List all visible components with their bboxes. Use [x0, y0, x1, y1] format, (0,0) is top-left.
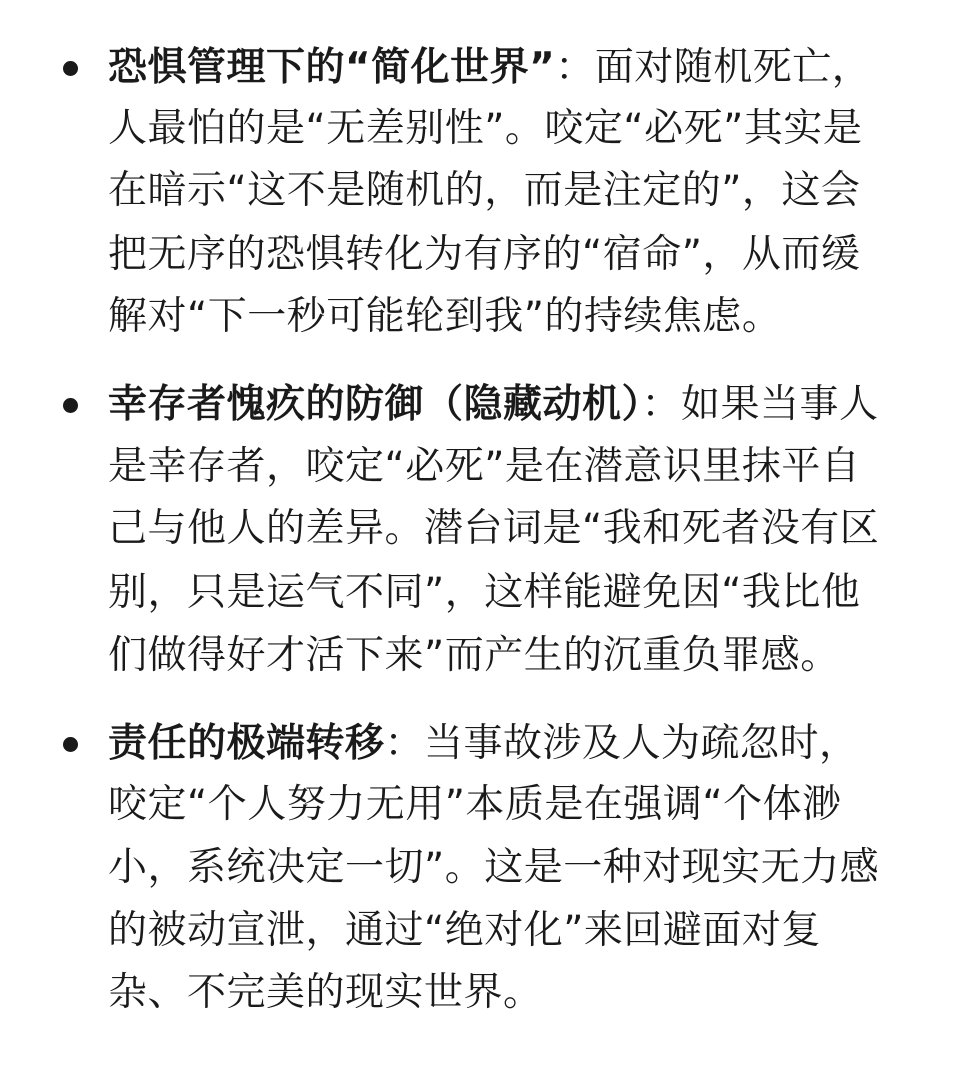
line: 小，系统决定一切”。这是一种对现实无力感	[108, 845, 880, 890]
line: 把无序的恐惧转化为有序的“宿命”，从而缓	[108, 232, 861, 277]
line: 己与他人的差异。潜台词是“我和死者没有区	[108, 506, 880, 551]
line: 杂、不完美的现实世界。	[108, 970, 543, 1015]
line: 是幸存者，咬定“必死”是在潜意识里抹平自	[108, 444, 861, 489]
item-text: ：面对随机死亡，	[555, 45, 872, 90]
line: 人最怕的是“无差别性”。咬定“必死”其实是	[108, 106, 863, 151]
item-heading: 恐惧管理下的“简化世界”	[108, 45, 556, 90]
item-heading: 幸存者愧疚的防御（隐藏动机）	[108, 382, 642, 427]
line: 别，只是运气不同”，这样能避免因“我比他	[108, 570, 861, 615]
line: 在暗示“这不是随机的，而是注定的”，这会	[108, 168, 861, 213]
line: 的被动宣泄，通过“绝对化”来回避面对复	[108, 908, 821, 953]
line: 解对“下一秒可能轮到我”的持续焦虑。	[108, 294, 782, 339]
line	[108, 37, 871, 99]
line	[108, 374, 879, 436]
bullet-dot-icon	[63, 737, 78, 752]
bullet-dot-icon	[63, 61, 78, 76]
bullet-dot-icon	[63, 398, 78, 413]
line: 咬定“个人努力无用”本质是在强调“个体渺	[108, 782, 842, 827]
item-text: ：如果当事人	[641, 382, 879, 427]
item-heading: 责任的极端转移	[108, 721, 385, 766]
line	[108, 713, 859, 775]
item-text: ：当事故涉及人为疏忽时，	[384, 721, 859, 766]
line: 们做得好才活下来”而产生的沉重负罪感。	[108, 633, 840, 678]
